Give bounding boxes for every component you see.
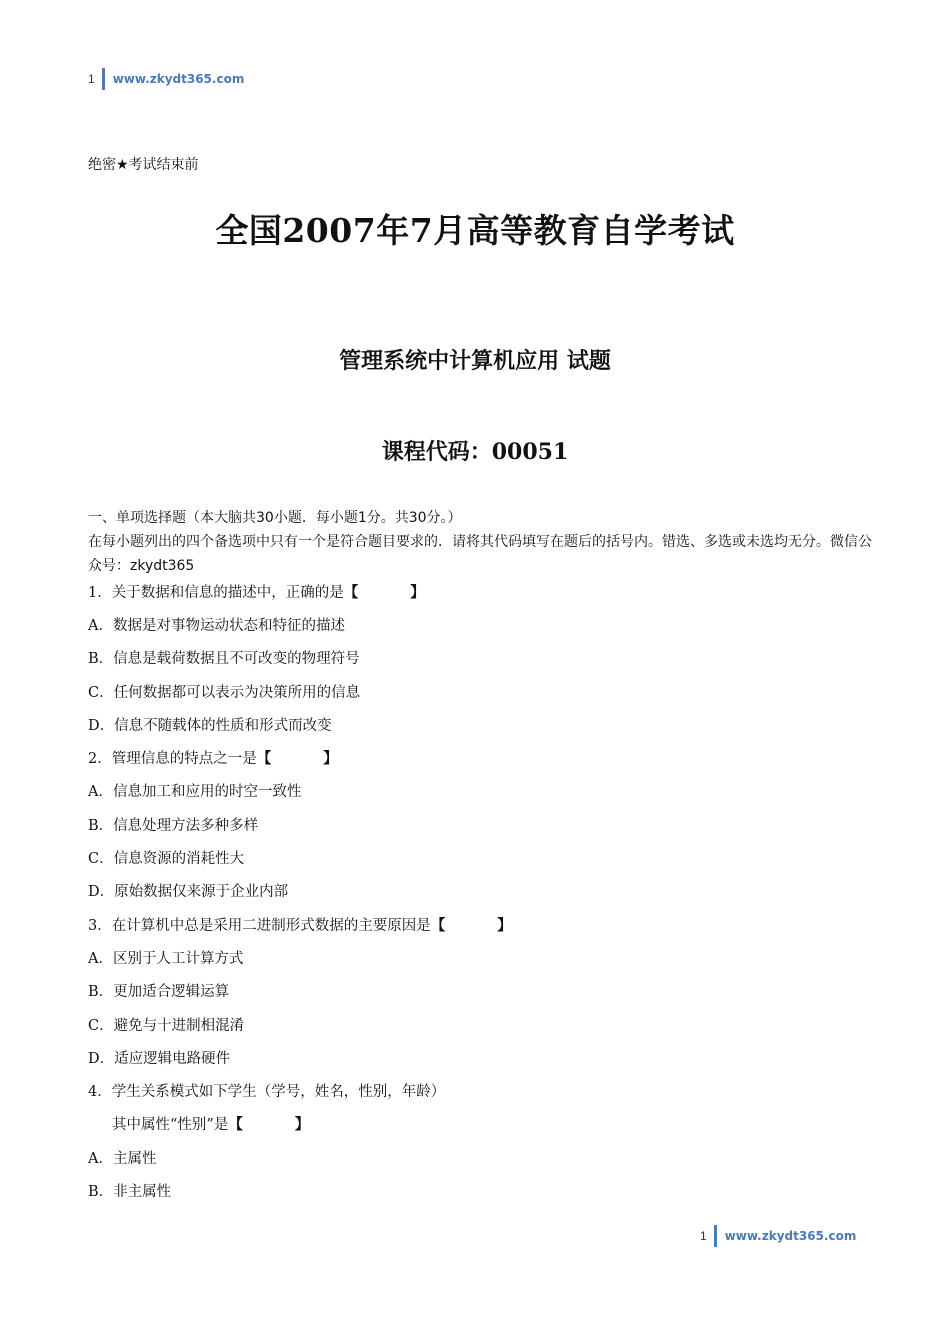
option-item: A．区别于人工计算方式 [88, 951, 244, 967]
section-heading: 一、单项选择题（本大脑共30小题．每小题1分。共30分。） [88, 510, 462, 526]
option-item: B．更加适合逻辑运算 [88, 984, 230, 1000]
option-item: A．信息加工和应用的时空一致性 [88, 784, 302, 800]
option-item: C．任何数据都可以表示为决策所用的信息 [88, 685, 361, 701]
answer-bracket-open: 【 [430, 917, 446, 934]
question-text: 3．在计算机中总是采用二进制形式数据的主要原因是 [88, 918, 431, 934]
question-text: 1．关于数据和信息的描述中，正确的是 [88, 585, 344, 601]
option-item: A．数据是对事物运动状态和特征的描述 [88, 618, 345, 634]
exam-title: 全国2007年7月高等教育自学考试 [215, 211, 735, 250]
question-text: 2．管理信息的特点之一是 [88, 751, 257, 767]
option-item: D．信息不随载体的性质和形式而改变 [88, 718, 332, 734]
header-page-number: 1 [88, 72, 95, 86]
section-instructions: 在每小题列出的四个备选项中只有一个是符合题目要求的．请将其代码填写在题后的括号内。错选、多选或未选均无分。微信公众号：zkydt365 [88, 534, 872, 574]
exam-subject: 管理系统中计算机应用 试题 [339, 349, 611, 374]
option-item: B．信息是载荷数据且不可改变的物理符号 [88, 651, 360, 667]
question-stem: 4．学生关系模式如下学生（学号，姓名，性别，年龄） [88, 1084, 446, 1100]
footer-url-link[interactable]: www.zkydt365.com [724, 1229, 857, 1243]
page-header [88, 68, 244, 90]
option-item: C．信息资源的消耗性大 [88, 851, 245, 867]
confidential-notice: 绝密★考试结束前 [88, 157, 199, 173]
footer-divider [714, 1225, 717, 1247]
answer-bracket-close: 】 [294, 1116, 310, 1133]
answer-bracket-open: 【 [343, 584, 359, 601]
option-item: D．原始数据仅来源于企业内部 [88, 884, 289, 900]
option-item: A．主属性 [88, 1151, 157, 1167]
header-url-link[interactable]: www.zkydt365.com [112, 72, 245, 86]
option-item: D．适应逻辑电路硬件 [88, 1051, 231, 1067]
page-footer [700, 1225, 856, 1247]
header-divider [102, 68, 105, 90]
question-text: 其中属性“性别”是 [112, 1117, 229, 1133]
option-item: B．信息处理方法多种多样 [88, 818, 259, 834]
course-code: 课程代码：00051 [381, 439, 569, 465]
question-stem-continued [112, 1113, 309, 1134]
option-item: B．非主属性 [88, 1184, 172, 1200]
question-stem [88, 914, 512, 935]
answer-bracket-close: 】 [497, 917, 512, 934]
answer-bracket-open: 【 [256, 750, 272, 767]
answer-bracket-open: 【 [228, 1116, 243, 1133]
answer-bracket-close: 】 [323, 750, 338, 767]
option-item: C．避免与十进制相混淆 [88, 1018, 245, 1034]
question-stem [88, 747, 338, 768]
question-stem [88, 581, 425, 602]
footer-page-number: 1 [700, 1229, 707, 1243]
answer-bracket-close: 】 [410, 584, 425, 601]
